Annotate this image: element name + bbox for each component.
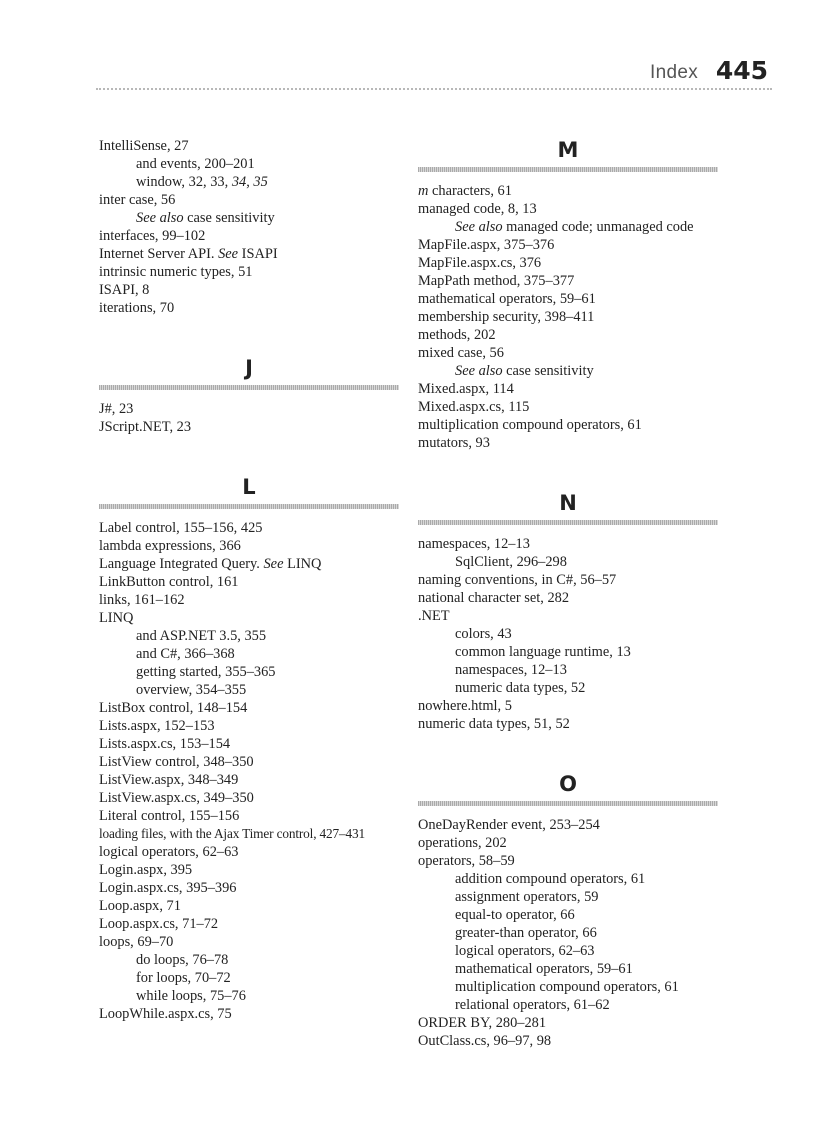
entry-text: and C#, 366–368: [136, 646, 235, 662]
entry-text: mutators, 93: [418, 435, 490, 451]
entry-text: getting started, 355–365: [136, 664, 276, 680]
entry-text: namespaces, 12–13: [418, 536, 530, 552]
index-entry: [418, 834, 718, 852]
index-entry: [99, 1005, 399, 1023]
entry-text: managed code; unmanaged code: [502, 219, 694, 235]
entry-text: mixed case, 56: [418, 345, 504, 361]
index-entry: [99, 933, 399, 951]
entry-text: MapPath method, 375–377: [418, 273, 575, 289]
index-entry: [99, 281, 399, 299]
entry-text: See: [218, 246, 239, 262]
index-subentry: [418, 661, 718, 679]
index-entry: [418, 416, 718, 434]
entry-text: and events, 200–201: [136, 156, 255, 172]
index-subentry: [418, 924, 718, 942]
index-subentry: [418, 625, 718, 643]
entry-text: and ASP.NET 3.5, 355: [136, 628, 267, 644]
entry-text: managed code, 8, 13: [418, 201, 537, 217]
index-subentry: [99, 951, 399, 969]
index-entry: [418, 816, 718, 834]
entry-text: See also: [136, 210, 184, 226]
entry-text: Login.aspx.cs, 395–396: [99, 880, 237, 896]
index-entry: [418, 272, 718, 290]
entry-text: mathematical operators, 59–61: [418, 291, 596, 307]
index-entry: [99, 591, 399, 609]
entry-text: nowhere.html, 5: [418, 698, 512, 714]
entry-text: naming conventions, in C#, 56–57: [418, 572, 617, 588]
letter-heading: O: [559, 772, 577, 796]
entry-text: LoopWhile.aspx.cs, 75: [99, 1006, 232, 1022]
letter-divider: [99, 385, 399, 390]
entry-text: loops, 69–70: [99, 934, 174, 950]
letter-divider: [418, 801, 718, 806]
index-entry: [418, 535, 718, 553]
entry-text: for loops, 70–72: [136, 970, 231, 986]
index-entry: [418, 434, 718, 452]
entry-text: loading files, with the Ajax Timer control, 427–431: [99, 826, 366, 841]
index-entry: [418, 380, 718, 398]
index-entry: [99, 735, 399, 753]
index-subentry: [99, 627, 399, 645]
index-entry: [418, 182, 718, 200]
index-entry: [418, 344, 718, 362]
entry-text: MapFile.aspx, 375–376: [418, 237, 555, 253]
entry-text: case sensitivity: [502, 363, 594, 379]
entry-text: lambda expressions, 366: [99, 538, 241, 554]
running-header: [96, 56, 772, 90]
entry-text: See: [263, 556, 284, 572]
index-entry: [99, 807, 399, 825]
entry-text: Label control, 155–156, 425: [99, 520, 263, 536]
letter-divider: [418, 167, 718, 172]
index-subentry: [99, 681, 399, 699]
index-entry: [99, 245, 399, 263]
entry-text: Lists.aspx.cs, 153–154: [99, 736, 231, 752]
entry-text: Language Integrated Query.: [99, 556, 264, 572]
entry-text: LINQ: [283, 556, 322, 572]
index-entry: [99, 400, 399, 418]
entry-text: OutClass.cs, 96–97, 98: [418, 1033, 552, 1049]
entry-text: ListView control, 348–350: [99, 754, 254, 770]
index-subentry: [418, 888, 718, 906]
entry-text: .NET: [418, 608, 450, 624]
entry-text: logical operators, 62–63: [99, 844, 239, 860]
letter-heading: L: [242, 475, 256, 499]
index-entry: [99, 771, 399, 789]
index-column-left: [99, 137, 399, 1023]
index-entry: [99, 897, 399, 915]
entry-text: ListView.aspx, 348–349: [99, 772, 239, 788]
entry-text: OneDayRender event, 253–254: [418, 817, 600, 833]
section-gap: [418, 733, 718, 771]
index-entry: [418, 200, 718, 218]
section-gap: [99, 436, 399, 474]
entry-text: J#, 23: [99, 401, 134, 417]
letter-divider: [418, 520, 718, 525]
entry-text: assignment operators, 59: [455, 889, 599, 905]
index-subentry: [99, 663, 399, 681]
index-entry: [99, 753, 399, 771]
index-entry: [99, 137, 399, 155]
index-entry: [418, 589, 718, 607]
entry-text: JScript.NET, 23: [99, 419, 192, 435]
entry-text: Literal control, 155–156: [99, 808, 240, 824]
entry-text: operations, 202: [418, 835, 507, 851]
index-entry: [99, 263, 399, 281]
entry-text: multiplication compound operators, 61: [418, 417, 642, 433]
index-subentry: [99, 155, 399, 173]
entry-text: inter case, 56: [99, 192, 176, 208]
entry-text: See also: [455, 219, 503, 235]
index-subentry: [99, 645, 399, 663]
index-entry: [99, 191, 399, 209]
index-subentry: [99, 969, 399, 987]
entry-text: numeric data types, 51, 52: [418, 716, 570, 732]
index-entry: [418, 571, 718, 589]
entry-text: m: [418, 183, 429, 199]
index-entry: [418, 607, 718, 625]
index-entry: [99, 519, 399, 537]
index-entry: [99, 825, 399, 843]
entry-text: Lists.aspx, 152–153: [99, 718, 215, 734]
index-entry: [418, 398, 718, 416]
index-entry: [418, 326, 718, 344]
entry-text: window, 32, 33,: [136, 174, 232, 190]
entry-text: LinkButton control, 161: [99, 574, 239, 590]
entry-text: mathematical operators, 59–61: [455, 961, 633, 977]
index-entry: [99, 609, 399, 627]
index-entry: [418, 697, 718, 715]
entry-text: MapFile.aspx.cs, 376: [418, 255, 542, 271]
index-entry: [99, 915, 399, 933]
entry-text: equal-to operator, 66: [455, 907, 575, 923]
index-entry: [418, 852, 718, 870]
entry-text: ListBox control, 148–154: [99, 700, 248, 716]
index-entry: [418, 1014, 718, 1032]
index-column-right: [418, 137, 718, 1050]
header-section-label: Index: [650, 62, 698, 83]
entry-text: case sensitivity: [183, 210, 275, 226]
entry-text: SqlClient, 296–298: [455, 554, 567, 570]
entry-text: overview, 354–355: [136, 682, 247, 698]
index-subentry: [418, 960, 718, 978]
entry-text: See also: [455, 363, 503, 379]
letter-heading: N: [559, 491, 577, 515]
index-entry: [99, 879, 399, 897]
entry-text: methods, 202: [418, 327, 496, 343]
entry-text: LINQ: [99, 610, 134, 626]
entry-text: 35: [253, 174, 268, 190]
index-entry: [418, 290, 718, 308]
entry-text: interfaces, 99–102: [99, 228, 206, 244]
entry-text: links, 161–162: [99, 592, 185, 608]
entry-text: addition compound operators, 61: [455, 871, 646, 887]
entry-text: ,: [246, 174, 254, 190]
entry-text: ListView.aspx.cs, 349–350: [99, 790, 254, 806]
index-entry: [99, 843, 399, 861]
index-subentry: [418, 362, 718, 380]
entry-text: operators, 58–59: [418, 853, 515, 869]
index-entry: [418, 254, 718, 272]
index-entry: [99, 861, 399, 879]
index-subentry: [418, 553, 718, 571]
entry-text: membership security, 398–411: [418, 309, 595, 325]
entry-text: intrinsic numeric types, 51: [99, 264, 253, 280]
entry-text: Mixed.aspx.cs, 115: [418, 399, 530, 415]
index-entry: [99, 537, 399, 555]
entry-text: characters, 61: [428, 183, 512, 199]
index-subentry: [418, 942, 718, 960]
index-entry: [99, 227, 399, 245]
index-subentry: [418, 906, 718, 924]
index-subentry: [418, 870, 718, 888]
index-entry: [418, 236, 718, 254]
entry-text: iterations, 70: [99, 300, 175, 316]
letter-heading: M: [557, 138, 579, 162]
index-subentry: [99, 987, 399, 1005]
entry-text: ORDER BY, 280–281: [418, 1015, 547, 1031]
entry-text: national character set, 282: [418, 590, 570, 606]
letter-divider: [99, 504, 399, 509]
entry-text: ISAPI: [238, 246, 278, 262]
index-entry: [99, 789, 399, 807]
index-entry: [418, 308, 718, 326]
entry-text: Loop.aspx.cs, 71–72: [99, 916, 219, 932]
entry-text: colors, 43: [455, 626, 512, 642]
index-subentry: [99, 209, 399, 227]
section-gap: [418, 452, 718, 490]
index-subentry: [418, 679, 718, 697]
index-entry: [99, 418, 399, 436]
entry-text: ISAPI, 8: [99, 282, 150, 298]
entry-text: do loops, 76–78: [136, 952, 229, 968]
entry-text: Login.aspx, 395: [99, 862, 193, 878]
index-entry: [99, 555, 399, 573]
index-subentry: [418, 218, 718, 236]
entry-text: Internet Server API.: [99, 246, 219, 262]
page-number: 445: [715, 56, 768, 85]
index-subentry: [99, 173, 399, 191]
index-subentry: [418, 978, 718, 996]
index-entry: [99, 573, 399, 591]
entry-text: logical operators, 62–63: [455, 943, 595, 959]
index-entry: [418, 1032, 718, 1050]
entry-text: namespaces, 12–13: [455, 662, 567, 678]
index-entry: [99, 299, 399, 317]
entry-text: multiplication compound operators, 61: [455, 979, 679, 995]
index-entry: [99, 699, 399, 717]
letter-heading: J: [245, 356, 253, 380]
index-entry: [99, 717, 399, 735]
entry-text: 34: [231, 174, 247, 190]
entry-text: greater-than operator, 66: [455, 925, 597, 941]
entry-text: numeric data types, 52: [455, 680, 586, 696]
entry-text: Mixed.aspx, 114: [418, 381, 514, 397]
entry-text: while loops, 75–76: [136, 988, 246, 1004]
index-subentry: [418, 996, 718, 1014]
section-gap: [99, 317, 399, 355]
entry-text: common language runtime, 13: [455, 644, 631, 660]
entry-text: Loop.aspx, 71: [99, 898, 181, 914]
index-entry: [418, 715, 718, 733]
entry-text: relational operators, 61–62: [455, 997, 610, 1013]
index-subentry: [418, 643, 718, 661]
entry-text: IntelliSense, 27: [99, 138, 189, 154]
